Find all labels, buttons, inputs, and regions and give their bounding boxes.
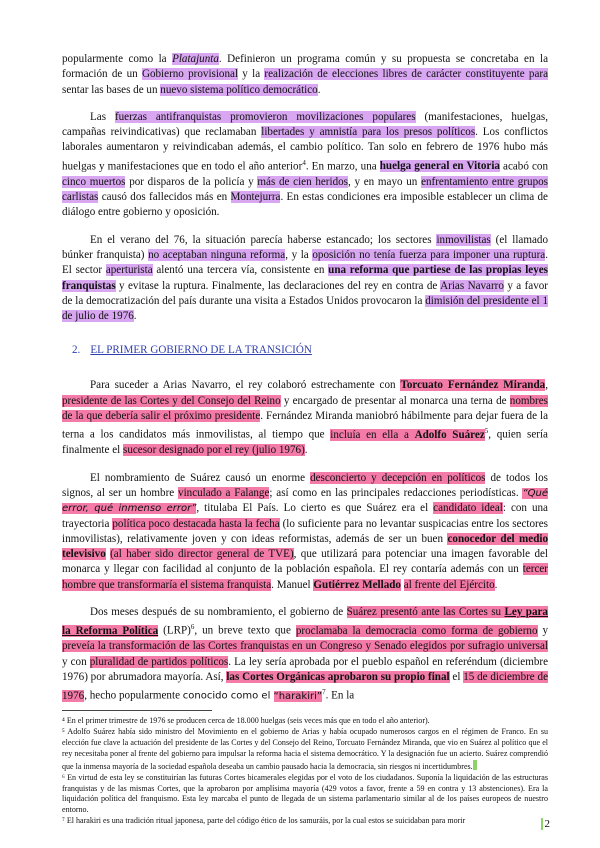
- highlight: tercer hombre que transformaría el sistema franquista: [62, 563, 548, 591]
- text: .: [133, 310, 137, 323]
- text: . En marzo, una: [305, 160, 380, 173]
- text: . En estas condiciones era imposible establecer un clima de diálogo entre gobierno y oposición.: [62, 191, 548, 219]
- text: . El sector: [62, 248, 548, 277]
- text: y la: [238, 68, 265, 81]
- text: por disparos de la policía y: [125, 175, 258, 188]
- text: (el llamado búnker franquista): [62, 233, 549, 261]
- highlight: una reforma que partiese de las propias leyes franquistas: [62, 264, 548, 292]
- paragraph-2: [62, 110, 548, 221]
- text: . Manuel: [271, 578, 314, 591]
- footnote-text: ⁵ Adolfo Suárez había sido ministro del Movimiento en el gobierno de Arias y había ocupado numerosos cargos en el régimen de Franco. En su elección fue clave la actuación del presidente de las Cortes y del Consejo del Reino, Torcuato Fernández Miranda, que vio en Suárez al político que el rey necesitaba poner al frente del gobierno para impulsar la reforma hacia el sistema democrático. Y la designación fue un acierto. Suárez comprendió que la inmensa mayoría de la sociedad española deseaba un cambio pausado hacia la democracia, sin riesgos ni incertidumbres.: [62, 727, 548, 771]
- footnote-ref: 4: [302, 158, 306, 167]
- highlight: conocedor del medio televisivo: [62, 532, 548, 561]
- highlight: enfrentamiento entre grupos carlistas: [62, 175, 548, 204]
- highlight: incluía en ella a: [330, 429, 415, 442]
- highlight: oposición no tenía fuerza para imponer una ruptura: [312, 248, 546, 261]
- text: . La ley sería aprobada por el pueblo español en referéndum (diciembre 1976) por abrumadora mayoría. Así,: [62, 655, 548, 683]
- highlight: presidente de las Cortes y del Consejo del Reino: [62, 394, 281, 407]
- highlight: Torcuato Fernández Miranda: [400, 379, 546, 392]
- text: (lo suficiente para no levantar suspicacias entre los sectores inmovilistas), relativamente joven y con ideas reformistas, además de ser un buen: [62, 517, 548, 545]
- highlight: “harakiri”: [273, 690, 323, 702]
- text: Las: [90, 110, 115, 123]
- document-page: [62, 52, 548, 827]
- text: : con una trayectoria: [62, 502, 548, 530]
- text: ,: [545, 379, 548, 392]
- highlight: libertades y amnistía para los presos políticos: [261, 126, 476, 139]
- text: popularmente como la: [62, 53, 173, 65]
- highlight: no aceptaban ninguna reforma: [148, 248, 286, 261]
- text: de todos los signos, al ser un hombre: [62, 471, 549, 499]
- text: .: [304, 444, 308, 457]
- text: , quien sería finalmente el: [62, 429, 548, 457]
- text: y encargado de presentar al monarca una terna de: [280, 394, 510, 407]
- highlight: fuerzas antifranquistas promovieron movilizaciones populares: [114, 110, 416, 123]
- footnote-4: ⁴ En el primer trimestre de 1976 se producen cerca de 18.000 huelgas (seis veces más que en todo el año anterior).: [62, 716, 430, 726]
- highlight: Gutiérrez Mellado: [313, 578, 401, 591]
- highlight: (al haber sido director general de TVE): [110, 548, 294, 561]
- highlight: cinco muertos: [62, 175, 126, 188]
- highlight: huelga general en Vitoria: [379, 160, 500, 173]
- footnote-ref: 5: [484, 427, 489, 436]
- highlight: dimisión del presidente el 1 de julio de 1976: [62, 294, 548, 323]
- section-heading: [72, 344, 548, 356]
- text: (manifestaciones, huelgas, campañas reivindicativas) que reclamaban: [62, 110, 548, 139]
- text: .: [494, 578, 498, 591]
- highlight: realización de elecciones libres de carácter constituyente para: [264, 68, 549, 81]
- highlight: pluralidad de partidos políticos: [89, 655, 229, 668]
- text: El nombramiento de Suárez causó un enorme: [90, 471, 311, 484]
- highlight: nuevo sistema político democrático: [160, 83, 318, 96]
- text: Para suceder a Arias Navarro, el rey colaboró estrechamente con: [90, 379, 401, 392]
- heading-title: EL PRIMER GOBIERNO DE LA TRANSICIÓN: [90, 344, 312, 357]
- text: (LRP): [158, 624, 191, 637]
- highlight: nombres de la que debería salir el próximo presidente: [62, 394, 548, 423]
- highlight: Adolfo Suárez: [414, 429, 485, 442]
- paragraph-5: [62, 471, 548, 593]
- paragraph-3: [62, 233, 548, 325]
- highlight: Suárez presentó ante las Cortes su: [346, 605, 505, 618]
- highlight: “Qué error, qué inmenso error”: [62, 487, 548, 515]
- text: , que utilizará para potenciar una imagen favorable del monarca y llegar con facilidad al conjunto de la población española. El rey contaría además con un: [62, 548, 548, 576]
- comment-marker-icon: [473, 760, 477, 770]
- footnote-6: ⁶ En virtud de esta ley se constituirían las futuras Cortes bicamerales elegidas por el voto de los ciudadanos. Suponía la liquidación de las estructuras franquistas y de las mismas Cortes, que la aprobaron por amplísima mayoría (429 votos a favor, frente a 59 en contra y 13 abstenciones). Era la liquidación política del franquismo. Esta ley marcaba el punto de llegada de un sistema parlamentario similar al de los países europeos de nuestro entorno.: [62, 772, 548, 815]
- text: , y en mayo un: [348, 175, 422, 188]
- text: y: [537, 624, 549, 637]
- text: , hecho popularmente: [84, 689, 183, 702]
- text: sentar las bases de un: [62, 83, 161, 96]
- highlight: Platajunta: [172, 53, 219, 65]
- highlight: Gobierno provisional: [141, 68, 239, 81]
- highlight: 15 de diciembre de 1976: [62, 670, 548, 702]
- footnote-5: [62, 727, 548, 773]
- text: En el verano del 76, la situación parecía haberse estancado; los sectores: [90, 233, 437, 246]
- text: . Los conflictos laborales aumentaron y reivindicaban además, el cambio político. Tan solo en febrero de 1976 hubo más huelgas y manifestaciones que en todo el año anterior: [62, 126, 548, 173]
- text: conocido como el: [182, 690, 274, 702]
- highlight: Montejurra: [230, 191, 281, 204]
- highlight: preveía la transformación de las Cortes franquistas en un Congreso y Senado elegidos por sufragio universal: [62, 640, 548, 653]
- text: y a favor de la democratización del país durante una visita a Estados Unidos provocaron la: [62, 279, 548, 307]
- heading-number: 2.: [72, 344, 81, 357]
- footnote-ref: 6: [190, 623, 195, 632]
- paragraph-4: [62, 378, 548, 458]
- text: alentó una tercera vía, consistente en: [152, 264, 329, 277]
- footnote-ref: 7: [322, 688, 326, 697]
- highlight: proclamaba la democracia como forma de gobierno: [295, 624, 538, 637]
- text: . Definieron un programa común y su propuesta se concretaba en la formación de un: [62, 53, 548, 81]
- text: ; así como en las principales redacciones periodísticas.: [269, 486, 523, 499]
- highlight: política poco destacada hasta la fecha: [112, 517, 280, 530]
- highlight: Arias Navarro: [440, 279, 504, 292]
- text: . Fernández Miranda maniobró hábilmente para dejar fuera de la terna a los candidatos más inmovilistas, al tiempo que: [62, 410, 549, 442]
- highlight: las Cortes Orgánicas aprobaron su propio final: [226, 670, 450, 683]
- text: . En la: [325, 689, 355, 702]
- page-number: 2: [541, 818, 551, 830]
- highlight: Ley para la Reforma Política: [62, 605, 548, 637]
- text: .: [317, 83, 321, 96]
- footnote-7: ⁷ El harakiri es una tradición ritual japonesa, parte del código ético de los samuráis, por la cual estos se suicidaban para morir: [62, 816, 466, 826]
- highlight: al frente del Ejército: [403, 578, 495, 591]
- highlight: candidato ideal: [433, 502, 503, 515]
- highlight: más de cien heridos: [257, 175, 348, 188]
- highlight: inmovilistas: [436, 233, 491, 246]
- highlight: desconcierto y decepción en políticos: [310, 471, 486, 484]
- text: y con: [62, 655, 90, 668]
- paragraph-6: [62, 605, 548, 704]
- highlight: aperturista: [105, 264, 153, 277]
- text: acabó con: [499, 160, 549, 173]
- highlight: vinculado a Falange: [178, 486, 270, 499]
- paragraph-1: [62, 52, 548, 98]
- text: , un breve texto que: [194, 624, 296, 637]
- text: , y la: [285, 248, 313, 261]
- text: causó dos fallecidos más en: [98, 191, 231, 204]
- footnote-separator: [62, 710, 212, 711]
- text: el: [449, 670, 464, 683]
- text: y evitase la ruptura. Finalmente, las declaraciones del rey en contra de: [115, 279, 441, 292]
- text: Dos meses después de su nombramiento, el gobierno de: [90, 605, 347, 618]
- text: , titulaba El País. Lo cierto es que Suárez era el: [196, 502, 434, 515]
- highlight: sucesor designado por el rey (julio 1976): [123, 444, 305, 457]
